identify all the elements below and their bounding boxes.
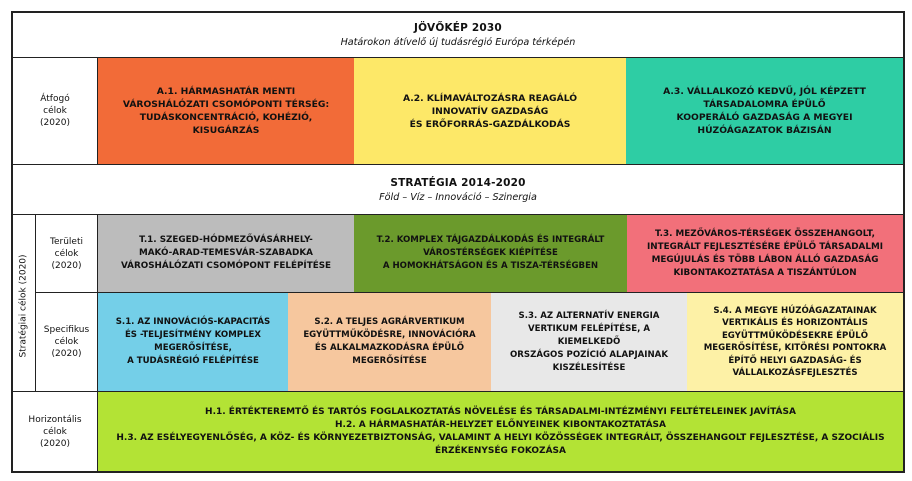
goal-text-line: INNOVATÍV GAZDASÁG [431, 105, 549, 117]
goal-text-line: EGYÜTTMŰKÖDÉSEKRE ÉPÜLŐ [721, 330, 869, 341]
specific-goal-s1 [98, 293, 288, 391]
specific-label [36, 293, 97, 391]
goal-text-line: MAKÓ-ARAD-TEMESVÁR-SZABADKA [138, 248, 313, 258]
goal-text-line: MEGÚJULÁS ÉS TÖBB LÁBON ÁLLÓ GAZDASÁG [651, 254, 879, 265]
territorial-label-line: célok [54, 248, 79, 259]
overarching-goal-a1 [98, 58, 354, 164]
territorial-goal-t2 [354, 215, 627, 292]
vision-subtitle: Határokon átívelő új tudásrégió Európa térképén [340, 37, 576, 48]
goal-text-line: A.1. HÁRMASHATÁR MENTI [156, 86, 296, 97]
specific-goal-s4 [687, 293, 903, 391]
overarching-label [13, 58, 97, 164]
territorial-goal-t1 [98, 215, 354, 292]
overarching-label-line: Átfogó [40, 94, 70, 104]
goal-text-line: ÉPÍTŐ HELYI GAZDASÁG- ÉS [728, 355, 862, 366]
overarching-goal-a2 [354, 58, 626, 164]
goal-text-line: EGYÜTTMŰKÖDÉSRE, INNOVÁCIÓRA [303, 330, 476, 340]
overarching-label-line: célok [43, 106, 67, 116]
horizontal-goals [98, 392, 903, 471]
goal-text-line: T.3. MEZŐVÁROS-TÉRSÉGEK ÖSSZEHANGOLT, [655, 228, 875, 239]
specific-label-line: Specifikus [43, 325, 90, 335]
goal-text-line: S.4. A MEGYE HÚZÓÁGAZATAINAK [713, 305, 877, 316]
goal-text-line: S.2. A TELJES AGRÁRVERTIKUM [314, 317, 465, 327]
goal-text-line: S.1. AZ INNOVÁCIÓS-KAPACITÁS [115, 317, 271, 327]
goal-text-line: HÚZÓÁGAZATOK BÁZISÁN [697, 125, 832, 136]
specific-goal-s3 [491, 293, 687, 391]
goal-text-line: INTEGRÁLT FEJLESZTÉSÉRE ÉPÜLŐ TÁRSADALMI [646, 241, 883, 252]
goal-text-line: KOOPERÁLÓ GAZDASÁG A MEGYEI [676, 112, 853, 123]
goal-text-line: MEGERŐSÍTÉSE, KITÖRÉSI PONTOKRA [703, 343, 887, 353]
strategy-header [13, 165, 903, 214]
horizontal-goal-h3-cont: ÉRZÉKENYSÉG FOKOZÁSA [434, 445, 567, 456]
horizontal-goal-h1: H.1. ÉRTÉKTEREMTŐ ÉS TARTÓS FOGLALKOZTATÁS NÖVELÉSE ÉS TÁRSADALMI-INTÉZMÉNYI FELTÉTELEINEK JAVÍTÁSA [205, 406, 796, 417]
goal-text-line: VÁROSTÉRSÉGEK KIÉPÍTÉSE [423, 248, 558, 258]
goal-text-line: T.2. KOMPLEX TÁJGAZDÁLKODÁS ÉS INTEGRÁLT [376, 235, 605, 245]
vision-header [13, 13, 903, 57]
horizontal-label-line: célok [43, 426, 67, 437]
goal-text-line: KISZÉLESÍTÉSE [552, 362, 626, 373]
goal-text-line: T.1. SZEGED-HÓDMEZŐVÁSÁRHELY- [139, 235, 313, 245]
goal-text-line: ÉS ALKALMAZKODÁSRA ÉPÜLŐ [314, 343, 465, 353]
goal-text-line: TÁRSADALOMRA ÉPÜLŐ [703, 99, 826, 110]
specific-label-line: (2020) [51, 349, 82, 359]
goal-text-line: A TUDÁSRÉGIÓ FELÉPÍTÉSE [127, 356, 259, 366]
goal-text-line: KIBONTAKOZTATÁSA A TISZÁNTÚLON [673, 267, 857, 278]
goal-text-line: MEGERŐSÍTÉSE [352, 356, 427, 366]
goal-text-line: VÁLLALKOZÁSFEJLESZTÉS [732, 368, 858, 378]
territorial-label-line: (2020) [51, 260, 82, 271]
strategic-goals-label [14, 223, 34, 389]
goal-text-line: VÁROSHÁLÓZATI CSOMÓPONT FELÉPÍTÉSE [120, 261, 332, 271]
goal-text-line: ÉS ERŐFORRÁS-GAZDÁLKODÁS [409, 118, 571, 130]
goal-text-line: A.3. VÁLLALKOZÓ KEDVŰ, JÓL KÉPZETT [663, 86, 866, 97]
goal-text-line: A HOMOKHÁTSÁGON ÉS A TISZA-TÉRSÉGBEN [382, 261, 599, 271]
specific-goal-s2 [288, 293, 491, 391]
territorial-goal-t3 [627, 215, 903, 292]
goal-text-line: KISUGÁRZÁS [192, 125, 260, 136]
overarching-label-line: (2020) [40, 118, 70, 128]
horizontal-label-line: Horizontális [28, 414, 82, 425]
strategy-title: STRATÉGIA 2014-2020 [390, 176, 526, 189]
horizontal-label [13, 392, 97, 471]
overarching-goal-a3 [626, 58, 903, 164]
goal-text-line: ÉS -TELJESÍTMÉNY KOMPLEX [124, 330, 262, 340]
specific-label-line: célok [54, 337, 79, 347]
horizontal-label-line: (2020) [40, 438, 70, 449]
goal-text-line: MEGERŐSÍTÉSE, [154, 343, 232, 353]
vision-title: JÖVŐKÉP 2030 [414, 22, 502, 34]
goal-text-line: TUDÁSKONCENTRÁCIÓ, KOHÉZIÓ, [139, 112, 313, 123]
strategy-subtitle: Föld – Víz – Innováció – Szinergia [379, 191, 537, 203]
goal-text-line: A.2. KLÍMAVÁLTOZÁSRA REAGÁLÓ [402, 92, 578, 104]
goal-text-line: ORSZÁGOS POZÍCIÓ ALAPJAINAK [510, 349, 668, 360]
territorial-label [36, 215, 97, 292]
territorial-label-line: Területi [50, 236, 83, 247]
horizontal-goal-h2: H.2. A HÁRMASHATÁR-HELYZET ELŐNYEINEK KIBONTAKOZTATÁSA [335, 419, 666, 430]
goal-text-line: S.3. AZ ALTERNATÍV ENERGIA [518, 310, 660, 321]
strategic-goals-label-text: Stratégiai célok (2020) [19, 254, 30, 358]
goal-text-line: VERTIKÁLIS ÉS HORIZONTÁLIS [722, 318, 868, 328]
horizontal-goal-h3: H.3. AZ ESÉLYEGYENLŐSÉG, A KÖZ- ÉS KÖRNYEZETBIZTONSÁG, VALAMINT A HELYI KÖZÖSSÉGEK INTEGRÁLT, ÖSSZEHANGOLT FEJLESZTÉSE, A SZOCIÁLIS [116, 432, 885, 443]
goal-text-line: VERTIKUM FELÉPÍTÉSE, A KIEMELKEDŐ [527, 323, 651, 347]
goal-text-line: VÁROSHÁLÓZATI CSOMÓPONTI TÉRSÉG: [122, 99, 330, 110]
